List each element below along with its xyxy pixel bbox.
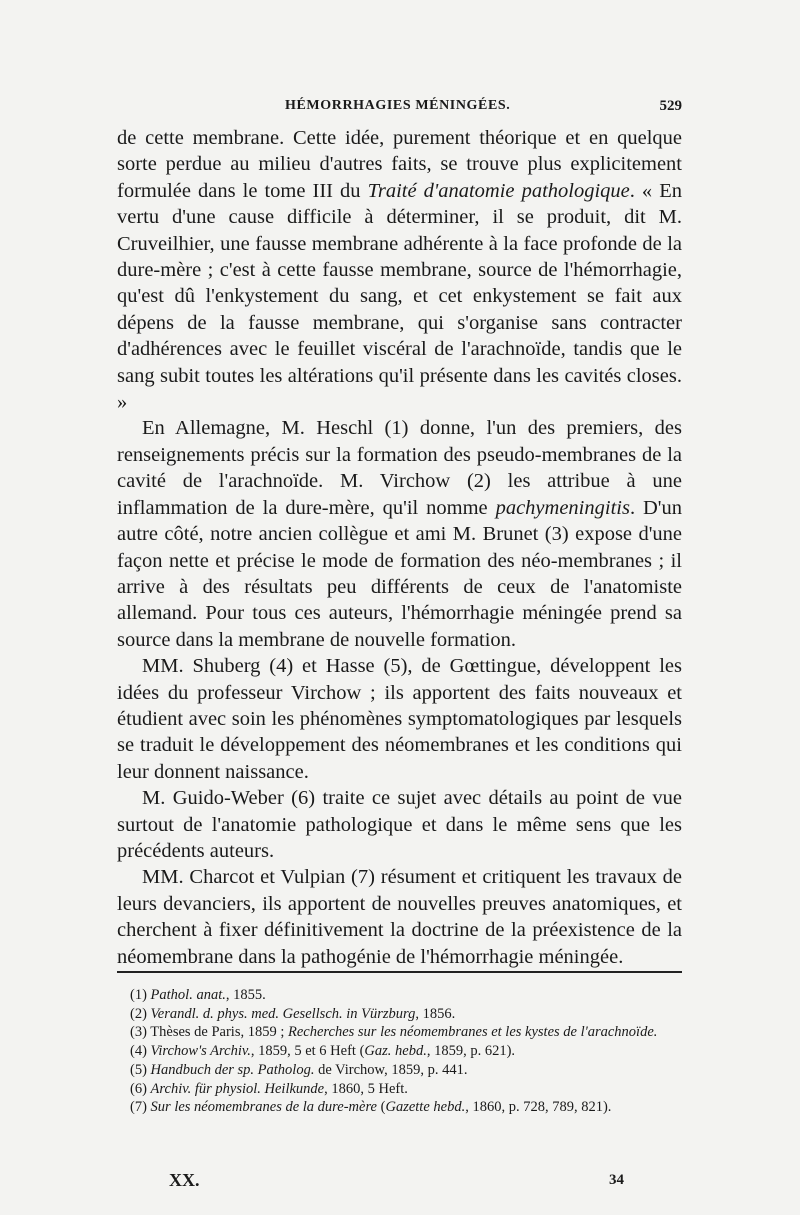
text-run: (2): [130, 1005, 151, 1022]
italic-text: pachymeningitis: [495, 496, 630, 519]
footnote: [117, 1023, 682, 1042]
text-run: de cette membrane. Cette idée, purement théorique et en quelque sorte perdue au milieu d'autres faits, se trouve plus explicitement formulée dans le tome III du: [117, 127, 682, 202]
text-run: M. Guido-Weber (6) traite ce sujet avec détails au point de vue surtout de l'anatomie pathologique et dans le même sens que les précédents auteurs.: [117, 787, 682, 862]
text-run: , 1856.: [415, 1005, 456, 1022]
text-run: , 1855.: [225, 987, 266, 1003]
text-run: (: [377, 1099, 386, 1116]
footnote: [117, 1080, 682, 1099]
footnotes: [117, 986, 682, 1117]
body-text: [117, 125, 682, 970]
paragraph: [117, 785, 682, 864]
signature-mark: XX.: [169, 1170, 200, 1190]
footnote: [117, 1042, 682, 1061]
italic-text: Recherches sur les néomembranes et les kystes de l'arachnoïde.: [288, 1024, 658, 1041]
text-run: En Allemagne, M. Heschl (1) donne, l'un des premiers, des renseignements précis sur la formation des pseudo-membranes de la cavité de l'arachnoïde. M. Virchow (2) les attribue à une inflammation de la dure-mère, qu'il nomme: [117, 417, 682, 519]
text-run: . « En vertu d'une cause difficile à déterminer, il se produit, dit M. Cruveilhier, une fausse membrane adhérente à la face profonde de la dure-mère ; c'est à cette fausse membrane, source de l'hémorrhagie, qu'est dû l'enkystement du sang, et cet enkystement se fait aux dépens de la fausse membrane, qui s'organise sans contracter d'adhérences avec le feuillet viscéral de l'arachnoïde, tandis que le sang subit toutes les altérations qu'il présente dans les cavités closes. »: [117, 179, 682, 414]
text-run: MM. Shuberg (4) et Hasse (5), de Gœttingue, développent les idées du professeur Virchow ; ils apportent des faits nouveaux et étudient avec soin les phénomènes symptomatologiques par lesquels se traduit le développement des néomembranes et les conditions qui leur donnent naissance.: [117, 655, 682, 783]
footnote: [117, 1061, 682, 1080]
text-run: , 1859, 5 et 6 Heft (: [250, 1043, 365, 1060]
italic-text: Gaz. hebd.: [364, 1043, 427, 1060]
page-number: 529: [659, 98, 682, 114]
text-run: , 1860, p. 728, 789, 821).: [465, 1099, 612, 1116]
paragraph: [117, 415, 682, 653]
italic-text: Sur les néomembranes de la dure-mère: [150, 1099, 377, 1116]
text-run: . D'un autre côté, notre ancien collègue et ami M. Brunet (3) expose d'une façon nette et précise le mode de formation des néo-membranes ; il arrive à des résultats peu différents de ceux de l'anatomiste allemand. Pour tous ces auteurs, l'hémorrhagie méningée prend sa source dans la membrane de nouvelle formation.: [117, 496, 683, 651]
footnote: [117, 1098, 682, 1117]
italic-text: Verandl. d. phys. med. Gesellsch. in Vürzburg: [150, 1005, 416, 1022]
running-title: HÉMORRHAGIES MÉNINGÉES.: [285, 98, 511, 113]
sheet-number: 34: [609, 1172, 624, 1188]
footnote-divider: [117, 971, 682, 973]
page-footer: [117, 1170, 682, 1192]
italic-text: Pathol. anat.: [150, 987, 226, 1003]
text-run: (7): [130, 1099, 151, 1116]
italic-text: Virchow's Archiv.: [150, 1043, 251, 1060]
paragraph: [117, 125, 682, 415]
text-run: (4): [130, 1043, 151, 1060]
text-run: (3) Thèses de Paris, 1859 ;: [130, 1024, 288, 1041]
text-run: MM. Charcot et Vulpian (7) résument et critiquent les travaux de leurs devanciers, ils apportent de nouvelles preuves anatomiques, et cherchent à fixer définitivement la doctrine de la préexistence de la néomembrane dans la pathogénie de l'hémorrhagie méningée.: [117, 866, 682, 968]
text-run: , 1859, p. 621).: [426, 1043, 516, 1060]
italic-text: Archiv. für physiol. Heilkunde: [150, 1080, 325, 1097]
italic-text: Gazette hebd.: [385, 1099, 466, 1116]
text-run: (6): [130, 1080, 151, 1097]
paragraph: [117, 864, 682, 970]
text-run: , 1860, 5 Heft.: [324, 1080, 408, 1097]
italic-text: Handbuch der sp. Patholog.: [150, 1061, 315, 1078]
footnote: [117, 986, 682, 1005]
paragraph: [117, 653, 682, 785]
text-run: (1): [130, 987, 151, 1003]
footnote: [117, 1005, 682, 1024]
italic-text: Traité d'anatomie pathologique: [367, 179, 630, 202]
text-run: (5): [130, 1061, 151, 1078]
page-header: [117, 98, 682, 122]
text-run: de Virchow, 1859, p. 441.: [314, 1061, 468, 1078]
